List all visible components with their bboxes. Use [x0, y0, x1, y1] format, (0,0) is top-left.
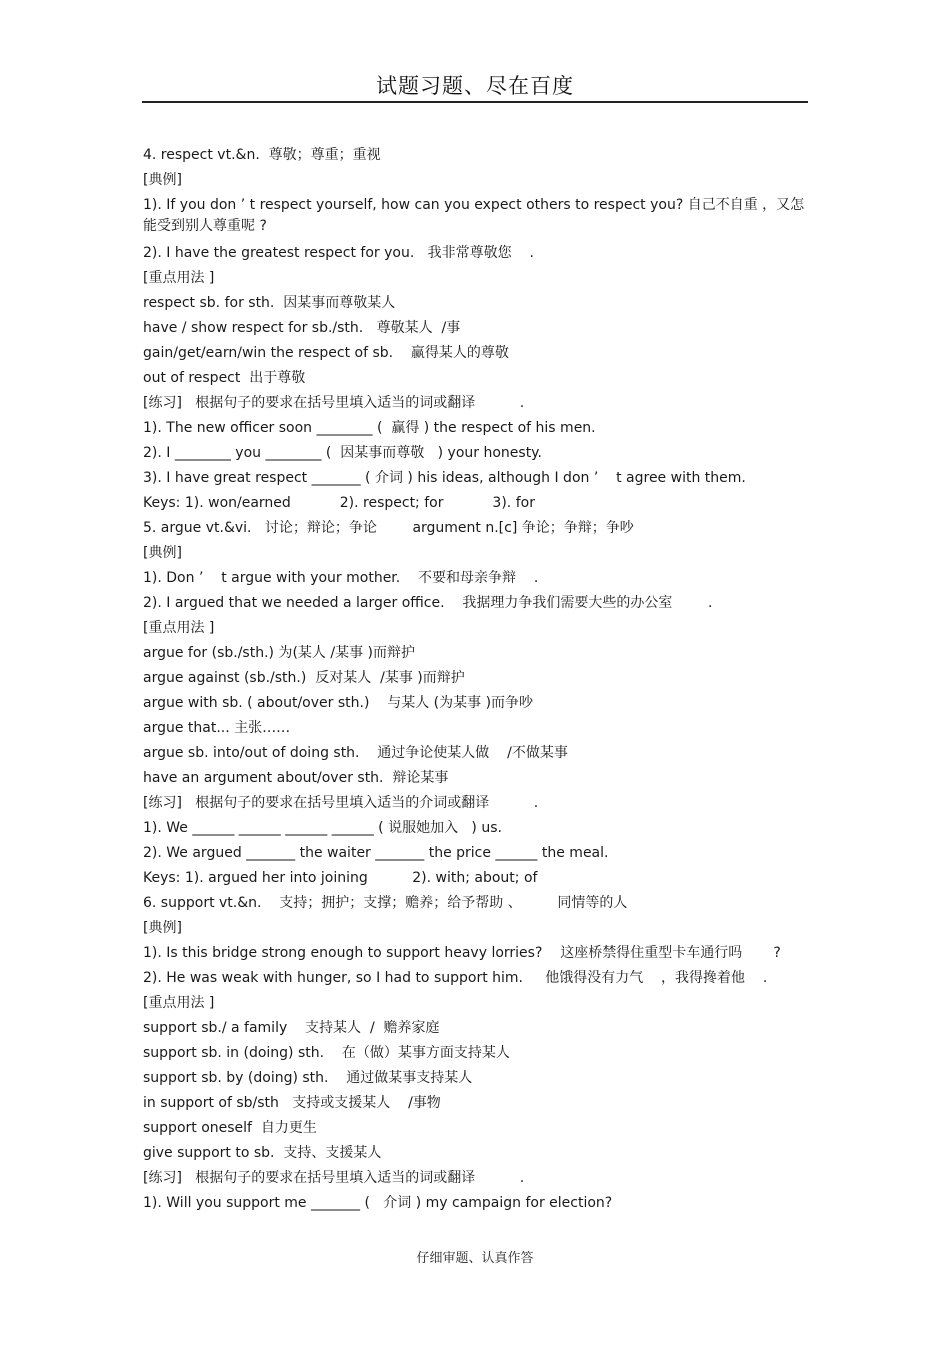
text-line: 1). If you don ’ t respect yourself, how can you expect others to respect you? 自己不自重 ，又怎能受到别人尊重呢 ?: [143, 197, 805, 234]
text-line: have an argument about/over sth. 辩论某事: [143, 770, 449, 786]
text-line: argue with sb. ( about/over sth.) 与某人 (为某事 )而争吵: [143, 695, 534, 711]
text-line: support sb./ a family 支持某人 / 赡养家庭: [143, 1020, 440, 1036]
text-line: 6. support vt.&n. 支持；拥护；支撑；赡养；给予帮助 、 同情等的人: [143, 895, 628, 911]
header-divider: [142, 101, 808, 103]
text-line: [重点用法 ]: [143, 270, 215, 286]
text-line: [重点用法 ]: [143, 995, 215, 1011]
text-line: support sb. in (doing) sth. 在（做）某事方面支持某人: [143, 1045, 510, 1061]
text-line: support oneself 自力更生: [143, 1120, 317, 1136]
text-line: argue that... 主张……: [143, 720, 291, 736]
page-header-title: 试题习题、尽在百度: [376, 74, 574, 98]
text-line: [练习] 根据句子的要求在括号里填入适当的介词或翻译 .: [143, 795, 539, 811]
text-line: [练习] 根据句子的要求在括号里填入适当的词或翻译 .: [143, 1170, 525, 1186]
document-body: [143, 145, 811, 1218]
text-line: respect sb. for sth. 因某事而尊敬某人: [143, 295, 396, 311]
text-line: 4. respect vt.&n. 尊敬；尊重；重视: [143, 147, 381, 163]
text-line: 2). I ________ you ________ ( 因某事而尊敬 ) your honesty.: [143, 445, 542, 461]
text-line: 1). Don ’ t argue with your mother. 不要和母亲争辩 .: [143, 570, 539, 586]
text-line: argue sb. into/out of doing sth. 通过争论使某人做 /不做某事: [143, 745, 568, 761]
text-line: 1). Is this bridge strong enough to support heavy lorries? 这座桥禁得住重型卡车通行吗 ?: [143, 945, 781, 961]
page-footer: 仔细审题、认真作答: [416, 1251, 534, 1266]
text-line: argue against (sb./sth.) 反对某人 /某事 )而辩护: [143, 670, 465, 686]
text-line: in support of sb/sth 支持或支援某人 /事物: [143, 1095, 441, 1111]
text-line: give support to sb. 支持、支援某人: [143, 1145, 382, 1161]
text-line: Keys: 1). argued her into joining 2). with; about; of: [143, 870, 538, 886]
text-line: out of respect 出于尊敬: [143, 370, 306, 386]
text-line: 2). He was weak with hunger, so I had to support him. 他饿得没有力气 ，我得搀着他 .: [143, 970, 768, 986]
text-line: gain/get/earn/win the respect of sb. 赢得某人的尊敬: [143, 345, 509, 361]
text-line: 2). I have the greatest respect for you. 我非常尊敬您 .: [143, 245, 534, 261]
text-line: 1). Will you support me _______ ( 介词 ) my campaign for election?: [143, 1195, 613, 1211]
text-line: [典例]: [143, 545, 182, 561]
text-line: have / show respect for sb./sth. 尊敬某人 /事: [143, 320, 461, 336]
text-line: 1). The new officer soon ________ ( 赢得 ) the respect of his men.: [143, 420, 596, 436]
text-line: argue for (sb./sth.) 为(某人 /某事 )而辩护: [143, 645, 415, 661]
text-line: Keys: 1). won/earned 2). respect; for 3). for: [143, 495, 535, 511]
text-line: [典例]: [143, 920, 182, 936]
text-line: 5. argue vt.&vi. 讨论；辩论；争论 argument n.[c] 争论；争辩；争吵: [143, 520, 634, 536]
text-line: support sb. by (doing) sth. 通过做某事支持某人: [143, 1070, 473, 1086]
text-line: 1). We ______ ______ ______ ______ ( 说服她加入 ) us.: [143, 820, 502, 836]
text-line: 2). I argued that we needed a larger office. 我据理力争我们需要大些的办公室 .: [143, 595, 713, 611]
text-line: 3). I have great respect _______ ( 介词 ) his ideas, although I don ’ t agree with them.: [143, 470, 746, 486]
text-line: 2). We argued _______ the waiter _______ the price ______ the meal.: [143, 845, 609, 861]
text-line: [练习] 根据句子的要求在括号里填入适当的词或翻译 .: [143, 395, 525, 411]
text-line: [典例]: [143, 172, 182, 188]
text-line: [重点用法 ]: [143, 620, 215, 636]
